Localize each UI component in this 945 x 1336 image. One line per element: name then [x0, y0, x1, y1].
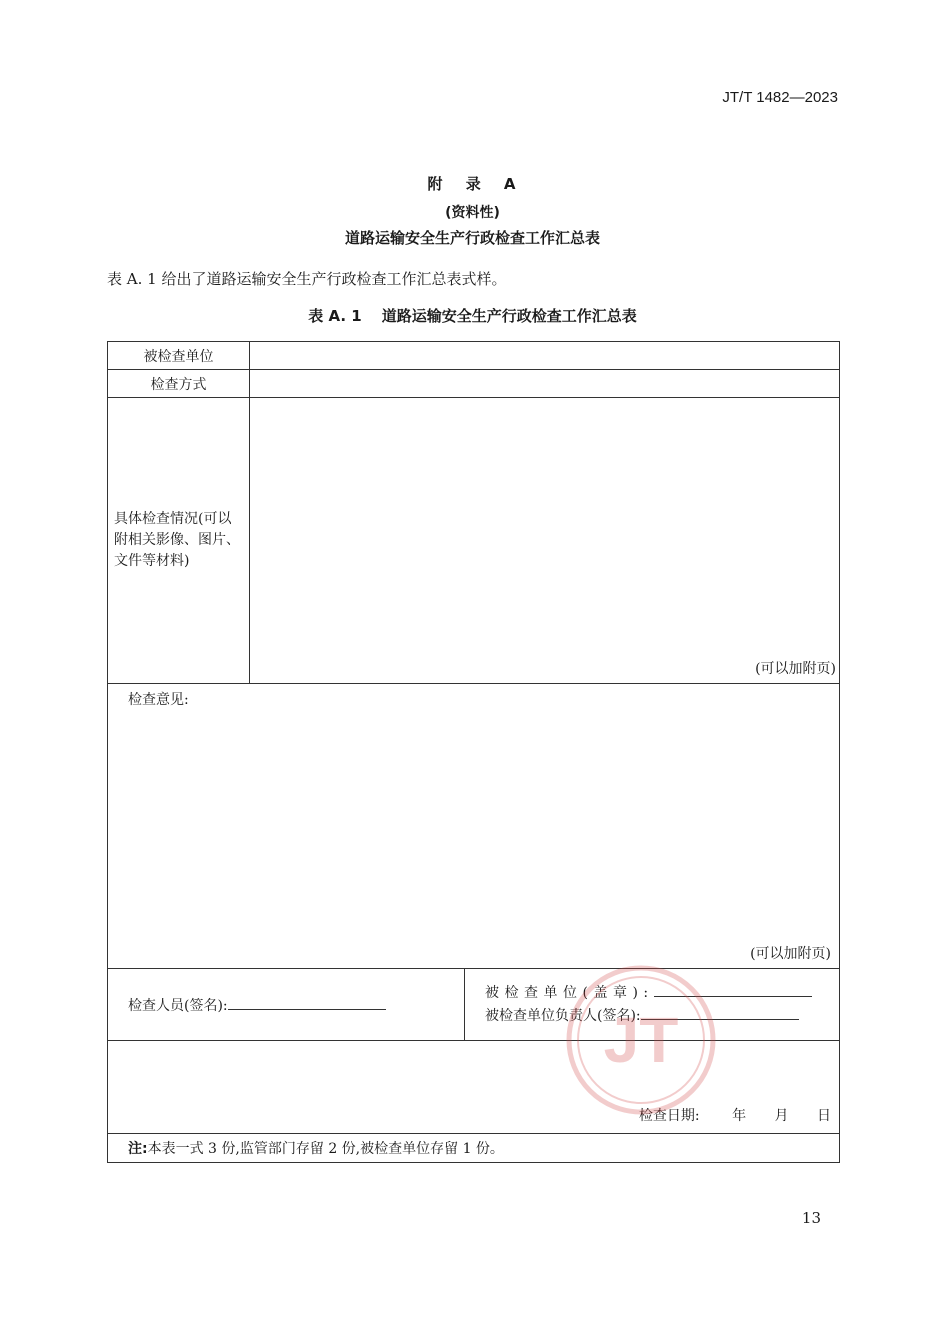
document-code: JT/T 1482—2023 [722, 89, 838, 106]
table-row [108, 684, 840, 969]
page-number: 13 [801, 1209, 821, 1227]
date-cell [108, 1041, 840, 1134]
inspection-summary-table [107, 341, 840, 1163]
inspected-unit-label: 被检查单位 [108, 342, 250, 370]
footnote-prefix: 注: [128, 1141, 148, 1157]
svg-text:JT: JT [603, 1004, 679, 1076]
table-row [108, 1134, 840, 1163]
intro-paragraph: 表 A. 1 给出了道路运输安全生产行政检查工作汇总表式样。 [107, 270, 507, 288]
jt-seal-stamp [565, 964, 717, 1116]
detail-label: 具体检查情况(可以附相关影像、图片、文件等材料) [108, 398, 250, 684]
unit-seal-label: 被检查单位(盖章): [485, 984, 654, 1001]
date-label: 检查日期: [638, 1108, 700, 1124]
table-caption [0, 305, 945, 326]
inspector-signature-line[interactable] [228, 995, 386, 1010]
table-title: 道路运输安全生产行政检查工作汇总表 [381, 307, 637, 325]
table-row [108, 1041, 840, 1134]
inspection-method-field[interactable] [250, 370, 840, 398]
inspection-method-label: 检查方式 [108, 370, 250, 398]
footnote-text: 本表一式 3 份,监管部门存留 2 份,被检查单位存留 1 份。 [147, 1141, 504, 1157]
detail-field[interactable] [250, 398, 840, 684]
inspected-unit-field[interactable] [250, 342, 840, 370]
appendix-nature: (资料性) [445, 205, 500, 221]
extra-pages-note: (可以加附页) [750, 946, 831, 962]
unit-head-label: 被检查单位负责人(签名): [485, 1007, 641, 1024]
inspector-label: 检查人员(签名): [128, 997, 228, 1014]
table-row [108, 969, 840, 1041]
table-number: 表 A. 1 [308, 307, 362, 325]
day-label: 日 [817, 1108, 831, 1124]
table-row [108, 398, 840, 684]
month-label: 月 [774, 1108, 789, 1124]
table-row [108, 370, 840, 398]
footnote [108, 1134, 840, 1163]
table-row [108, 342, 840, 370]
year-label: 年 [732, 1108, 747, 1124]
appendix-name: 道路运输安全生产行政检查工作汇总表 [344, 229, 600, 247]
opinion-label: 检查意见: [128, 692, 189, 708]
inspector-signature-cell [108, 969, 465, 1041]
extra-pages-note: (可以加附页) [755, 661, 836, 677]
appendix-title: 附 录 A [427, 175, 518, 193]
opinion-field[interactable] [108, 684, 840, 969]
